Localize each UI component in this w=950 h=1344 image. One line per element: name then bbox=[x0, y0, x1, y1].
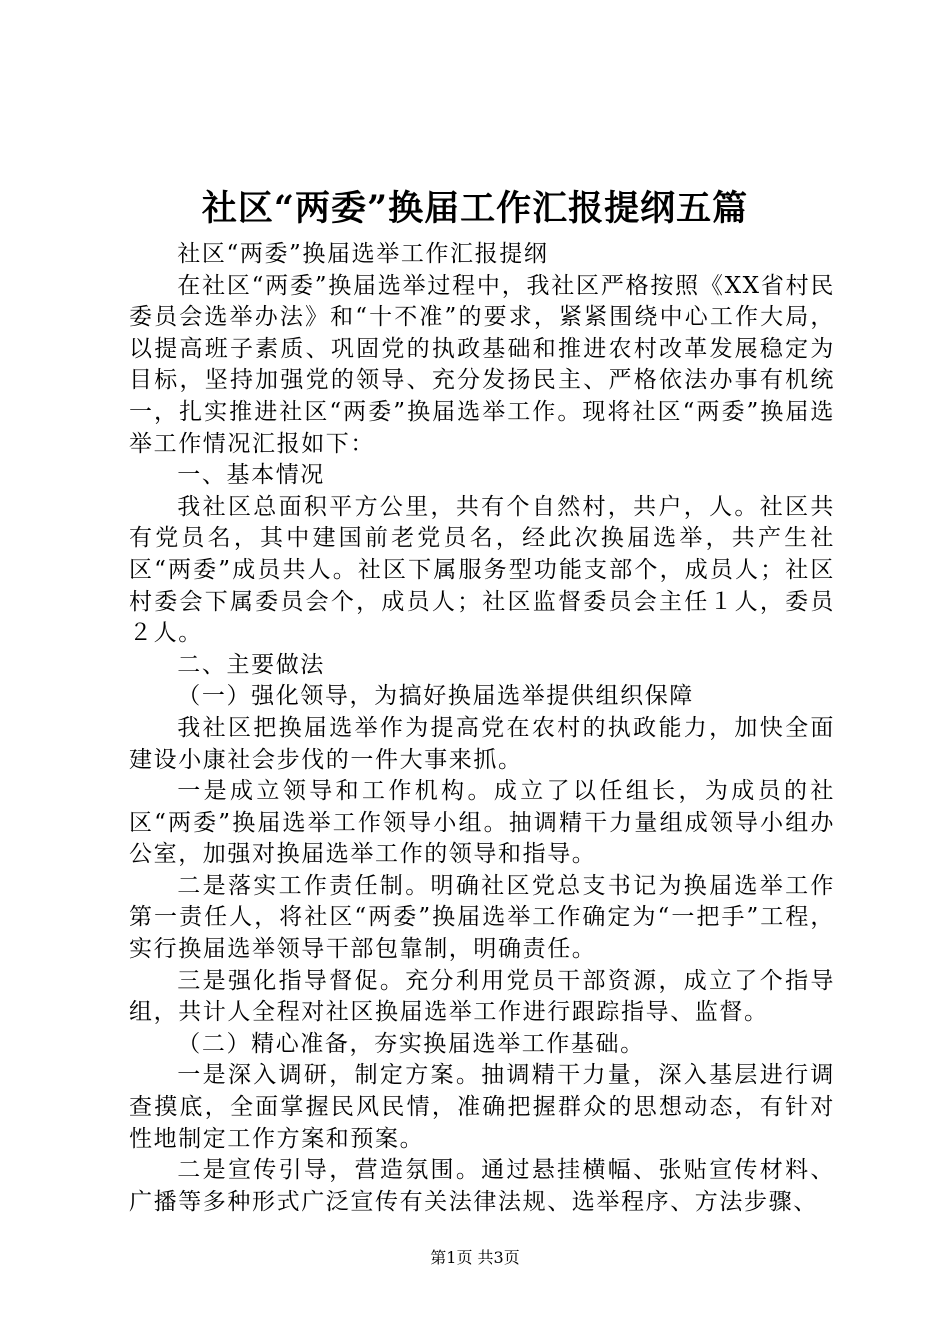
paragraph: 一是深入调研，制定方案。抽调精干力量，深入基层进行调查摸底，全面掌握民风民情，准确把握群众的思想动态，有针对性地制定工作方案和预案。 bbox=[129, 1062, 835, 1152]
subsection-heading: （二）精心准备，夯实换届选举工作基础。 bbox=[177, 1030, 645, 1057]
section-heading: 二、主要做法 bbox=[177, 651, 325, 678]
section-heading: 一、基本情况 bbox=[177, 462, 325, 489]
document-body bbox=[129, 239, 835, 1218]
paragraph: 在社区“两委”换届选举过程中，我社区严格按照《XX省村民委员会选举办法》和“十不准”的要求，紧紧围绕中心工作大局，以提高班子素质、巩固党的执政基础和推进农村改革发展稳定为目标，坚持加强党的领导、充分发扬民主、严格依法办事有机统一，扎实推进社区“两委”换届选举工作。现将社区“两委”换届选举工作情况汇报如下： bbox=[129, 272, 835, 457]
paragraph: 一是成立领导和工作机构。成立了以任组长，为成员的社区“两委”换届选举工作领导小组。抽调精干力量组成领导小组办公室，加强对换届选举工作的领导和指导。 bbox=[129, 778, 835, 868]
paragraph: 二是宣传引导，营造氛围。通过悬挂横幅、张贴宣传材料、广播等多种形式广泛宣传有关法律法规、选举程序、方法步骤、 bbox=[129, 1157, 835, 1215]
document-title: 社区“两委”换届工作汇报提纲五篇 bbox=[201, 188, 749, 229]
paragraph: 我社区把换届选举作为提高党在农村的执政能力，加快全面建设小康社会步伐的一件大事来抓。 bbox=[129, 714, 835, 773]
page-footer: 第1页 共3页 bbox=[430, 1248, 520, 1267]
subsection-heading: （一）强化领导，为搞好换届选举提供组织保障 bbox=[177, 683, 694, 710]
paragraph-subtitle: 社区“两委”换届选举工作汇报提纲 bbox=[177, 241, 549, 267]
paragraph: 二是落实工作责任制。明确社区党总支书记为换届选举工作第一责任人，将社区“两委”换届选举工作确定为“一把手”工程，实行换届选举领导干部包靠制，明确责任。 bbox=[129, 872, 835, 963]
paragraph: 三是强化指导督促。充分利用党员干部资源，成立了个指导组，共计人全程对社区换届选举工作进行跟踪指导、监督。 bbox=[129, 967, 835, 1026]
paragraph: 我社区总面积平方公里，共有个自然村，共户，人。社区共有党员名，其中建国前老党员名，经此次换届选举，共产生社区“两委”成员共人。社区下属服务型功能支部个，成员人；社区村委会下属委员会个，成员人；社区监督委员会主任１人，委员２人。 bbox=[129, 493, 835, 647]
